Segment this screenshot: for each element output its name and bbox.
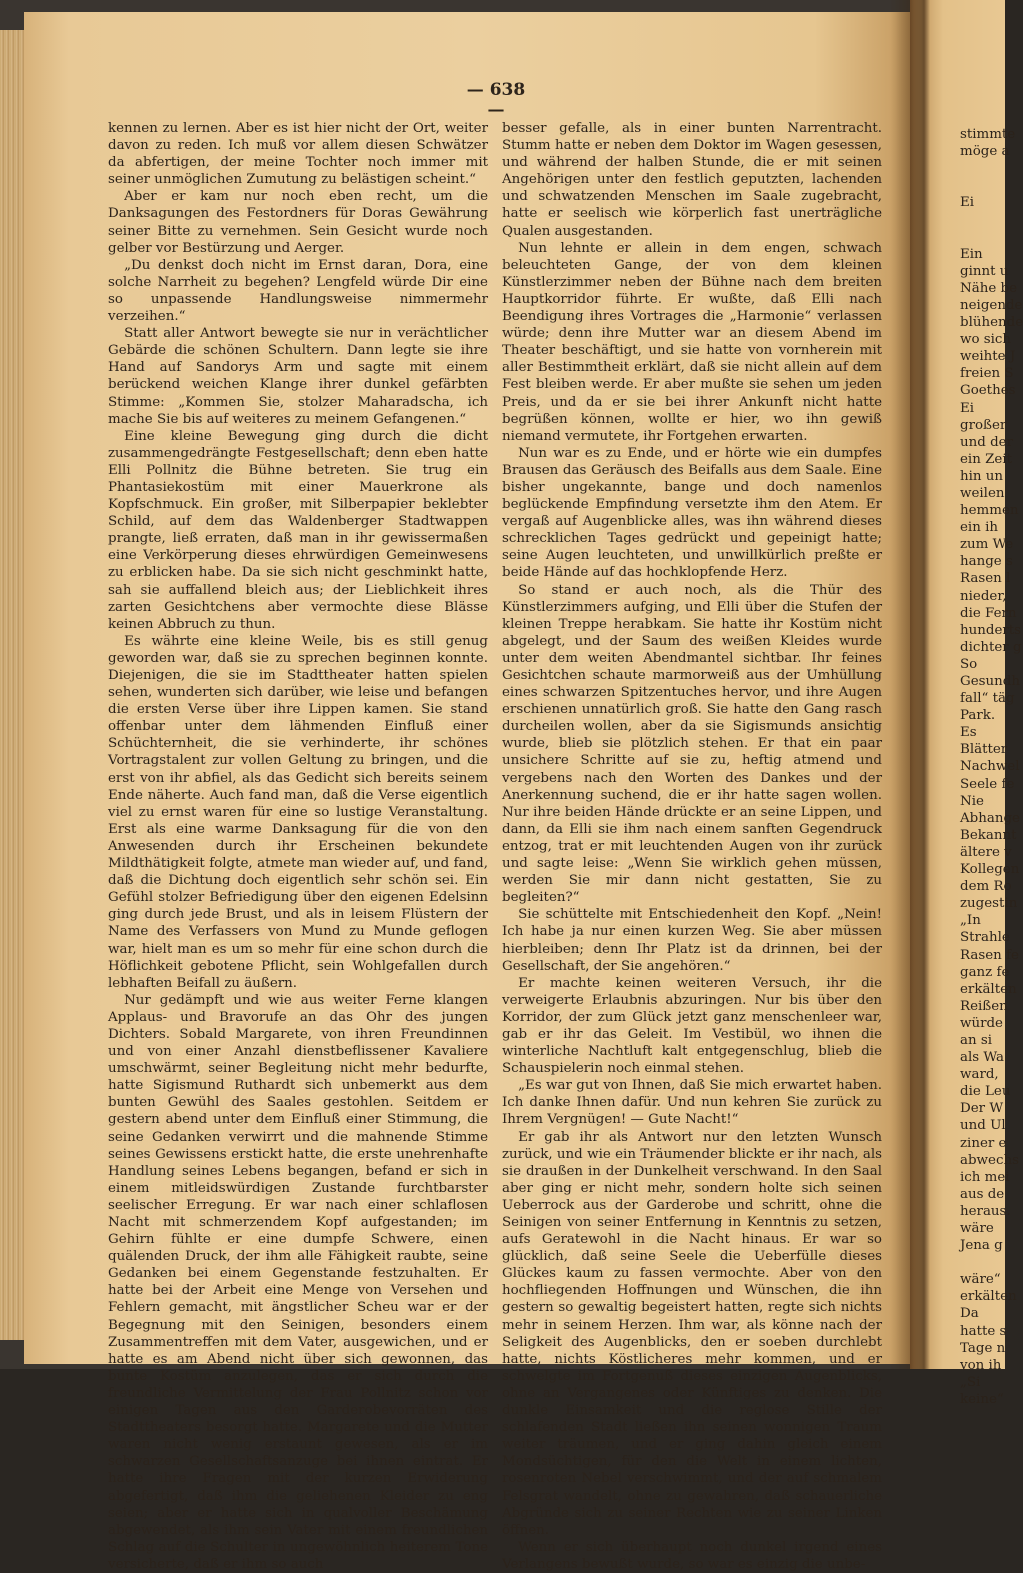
fragment-line: zum We [960, 537, 1014, 553]
fragment-line: „In [960, 913, 981, 929]
paragraph: Statt aller Antwort bewegte sie nur in verächtlicher Gebärde die schönen Schultern. Dann legte sie ihre Hand auf Sandorys Arm und sagte mit einem berückend weichen Klange ihrer dunkel gefärbten Stimme: „Kommen Sie, stolzer Maharadscha, ich mache Sie bis auf weiteres zu meinem Gefangenen.“ [108, 326, 488, 427]
paragraph: Eine kleine Bewegung ging durch die dicht zusammengedrängte Festgesellschaft; denn eben hatte Elli Pollnitz die Bühne betreten. Sie trug ein Phantasiekostüm mit einer Mauerkrone als Kopfschmuck. Ein großer, mit Silberpapier beklebter Schild, auf dem das Waldenberger Stadtwappen prangte, ließ erraten, daß man in ihr gewissermaßen eine Verkörperung dieses ehrwürdigen Gemeinwesens zu erblicken habe. Da sie sich nicht geschminkt hatte, sah sie auffallend bleich aus; der Lieblichkeit ihres zarten Gesichtchens aber vermochte diese Blässe keinen Abbruch zu thun. [108, 428, 488, 632]
fragment-line: Jena g [960, 1238, 1003, 1254]
fragment-line: ganz fe [960, 964, 1010, 980]
fragment-line [960, 229, 1005, 246]
fragment-line: keine“ [960, 1391, 1004, 1407]
fragment-line: Ei [960, 400, 975, 416]
paragraph: besser gefalle, als in einer bunten Narrentracht. Stumm hatte er neben dem Doktor im Wagen gesessen, und während der halben Stunde, die er mit seinen Angehörigen unter den festlich geputzten, lachenden und schwatzenden Menschen im Saale zugebracht, hatte er seelisch wie körperlich fast unerträgliche Qualen ausgestanden. [502, 121, 882, 239]
fragment-line: erkälten [960, 1289, 1017, 1305]
fragment-line: Nachwel [960, 759, 1020, 775]
fragment-line: Nähe be [960, 280, 1018, 296]
paragraph: Es währte eine kleine Weile, bis es still genug geworden war, daß sie zu sprechen beginnen konnte. Diejenigen, die sie im Stadttheater hatten spielen sehen, wunderten sich darüber, wie leise und befangen die ersten Verse über ihre Lippen kamen. Sie stand offenbar unter dem lähmenden Einfluß einer Schüchternheit, die sie verhinderte, ihr schönes Vortragstalent zur vollen Geltung zu bringen, und die erst von ihr abfiel, als das Gedicht sich bereits seinem Ende näherte. Auch fand man, daß die Verse eigentlich viel zu ernst waren für eine so lustige Veranstaltung. Erst als eine warme Danksagung für die von den Anwesenden durch ihr Erscheinen bekundete Mildthätigkeit folgte, atmete man wieder auf, und fand, daß die Dichtung doch eigentlich sehr schön sei. Ein Gefühl stolzer Befriedigung über den eigenen Edelsinn ging durch jede Brust, und als in leisem Flüstern der Name des Verfassers von Mund zu Munde geflogen war, hielt man es um so mehr für eine schon durch die Höflichkeit gebotene Pflicht, sein Wohlgefallen durch lebhaften Beifall zu äußern. [108, 633, 488, 991]
fragment-line: Bekannt [960, 827, 1017, 843]
fragment-line [960, 1254, 1005, 1271]
fragment-line: Tage n [960, 1340, 1006, 1356]
fragment-line: Ein [960, 246, 983, 262]
fragment-line: So [960, 656, 978, 672]
right-text-column [502, 120, 882, 1572]
fragment-line: ward, [960, 1067, 999, 1083]
fragment-line: stimmte [960, 127, 1016, 142]
right-page-text-fragments [960, 126, 1023, 1407]
fragment-line: die Leu [960, 1084, 1011, 1100]
fragment-line: ältere v [960, 844, 1012, 860]
paragraph: So stand er auch noch, als die Thür des Künstlerzimmers aufging, und Elli über die Stufen der kleinen Treppe herabkam. Sie hatte ihr Kostüm nicht abgelegt, und der Saum des weißen Kleides wurde unter dem weiten Abendmantel sichtbar. Ihr feines Gesichtchen schaute marmorweiß aus der Umhüllung eines schwarzen Spitzentuches hervor, und ihre Augen erschienen unnatürlich groß. Sie hatte den Gang rasch durcheilen wollen, aber da sie Sigismunds ansichtig wurde, blieb sie plötzlich stehen. Er that ein paar unsichere Schritte auf sie zu, heftig atmend und vergebens nach den Worten des Dankes und der Anerkennung suchend, die er ihr hatte sagen wollen. Nur ihre beiden Hände drückte er an seine Lippen, und dann, da Elli sie ihm nach einem sanften Gegendruck entzog, trat er mit leuchtenden Augen von ihr zurück und sagte leise: „Wenn Sie wirklich gehen müssen, werden Sie mir dann nicht gestatten, Sie zu begleiten?“ [502, 582, 882, 906]
paragraph: „Es war gut von Ihnen, daß Sie mich erwartet haben. Ich danke Ihnen dafür. Und nun kehren Sie zurück zu Ihrem Vergnügen! — Gute Nacht!“ [502, 1078, 882, 1128]
fragment-line [960, 160, 1005, 177]
fragment-line: zugestin [960, 896, 1018, 912]
fragment-line: wäre [960, 1221, 994, 1236]
fragment-line: aus de [960, 1186, 1005, 1202]
fragment-line: großer [960, 417, 1007, 433]
fragment-line: ich mei [960, 1169, 1010, 1185]
fragment-line: Kollegen [960, 862, 1020, 878]
fragment-line: würde [960, 1015, 1003, 1031]
page-number: — 638 — [466, 80, 526, 120]
fragment-line: hemmen [960, 503, 1019, 519]
fragment-line: Da [960, 1306, 979, 1322]
paragraph: Nun war es zu Ende, und er hörte wie ein dumpfes Brausen das Geräusch des Beifalls aus dem Saale. Eine bisher ungekannte, bange und doch namenlos beglückende Empfindung versetzte ihm den Atem. Er vergaß auf Augenblicke alles, was ihn während dieses schrecklichen Tages gedrückt und gepeinigt hatte; seine Augen leuchteten, und unwillkürlich preßte er beide Hände auf das hochklopfende Herz. [502, 445, 882, 581]
fragment-line: Reißen [960, 998, 1008, 1014]
fragment-line: wo sich [960, 332, 1012, 348]
fragment-line: möge a [960, 144, 1010, 160]
fragment-line: wäre“ [960, 1272, 1001, 1288]
fragment-line: nieder, [960, 588, 1007, 604]
fragment-line: neigende [960, 297, 1023, 313]
fragment-line: als Wa [960, 1050, 1004, 1066]
fragment-line: die Fern [960, 605, 1017, 621]
fragment-line: Rasen l [960, 571, 1011, 587]
fragment-line: Abhange [960, 810, 1020, 826]
fragment-line: Es [960, 725, 977, 741]
paragraph: „Du denkst doch nicht im Ernst daran, Dora, eine solche Narrheit zu begehen? Lengfeld würde Dir eine so unpassende Handlungsweise nimmermehr verzeihen.“ [108, 257, 488, 325]
fragment-line: fall“ täg [960, 691, 1015, 707]
fragment-line: Rasen fe [960, 947, 1019, 963]
fragment-line: Strahle [960, 930, 1010, 946]
paragraph: Er gab ihr als Antwort nur den letzten Wunsch zurück, und wie ein Träumender blickte er ihr nach, als sie draußen in der Dunkelheit verschwand. In den Saal aber ging er nicht mehr, sondern holte sich seinen Ueberrock aus der Garderobe und schritt, ohne die Seinigen von seiner Entfernung in Kenntnis zu setzen, aufs Geratewohl in die Nacht hinaus. Er war so glücklich, daß seine Seele die Ueberfülle dieses Glückes kaum zu fassen vermochte. Aber von den hochfliegenden Hoffnungen und Wünschen, die ihn gestern so gewaltig begeistert hatten, regte sich nichts mehr in seinem Herzen. Ihm war, als könne nach der Seligkeit des Augenblicks, den er soeben durchlebt hatte, nichts Köstlicheres mehr kommen, und er schwelgte im Fortgenuß dieses einzigen Augenblicks, ohne an Vergangenes oder Künftiges zu denken. Die dunkle Einsamkeit und die reglose Stille der schlafenden Stadt ließen ihn seinen wonnigen Traum weiter träumen, und er ging dahin gleich einem Mondsüchtigen, für den die Welt in einem lichten, rosenroten Nebel verschwimmt, und der auf schmalem Felsgrat wandelt, ohne zu gewahren, daß schauerliche Abgründe sich zu seiner Rechten wie zu seiner Linken öffnen. [502, 1129, 882, 1538]
fragment-line: Ei [960, 195, 975, 211]
fragment-line: hatte s [960, 1323, 1007, 1339]
fragment-line: erkälten [960, 981, 1017, 997]
fragment-line: und Ul [960, 1118, 1006, 1134]
fragment-line: Park. [960, 708, 996, 724]
left-text-column [108, 120, 488, 1572]
fragment-line: hunderts [960, 622, 1022, 638]
fragment-line: Der W [960, 1101, 1004, 1117]
paragraph: Nun lehnte er allein in dem engen, schwach beleuchteten Gange, der von dem kleinen Künstlerzimmer neben der Bühne nach dem breiten Hauptkorridor führte. Er wußte, daß Elli nach Beendigung ihres Vortrages die „Harmonie“ verlassen würde; denn ihre Mutter war an diesem Abend im Theater beschäftigt, und sie hatte von vornherein mit aller Bestimmtheit erklärt, daß sie nicht allein auf dem Fest bleiben werde. Er aber mußte sie sehen um jeden Preis, und da er sie bei ihrer Ankunft nicht hatte begrüßen können, wollte er hier, wo ihn gewiß niemand vermutete, ihr Fortgehen erwarten. [502, 240, 882, 444]
fragment-line: dem Ro [960, 879, 1012, 895]
fragment-line: ein ih [960, 520, 998, 536]
paragraph: Nur gedämpft und wie aus weiter Ferne klangen Applaus- und Bravorufe an das Ohr des jungen Dichters. Sobald Margarete, von ihren Freundinnen und von einer Anzahl dienstbeflissener Kavaliere umschwärmt, seiner Begleitung nicht mehr bedurfte, hatte Sigismund Ruthardt sich unbemerkt aus dem bunten Gewühl des Saales gestohlen. Seitdem er gestern abend unter dem Einfluß einer Stimmung, die seine Gedanken verwirrt und die mahnende Stimme seines Gewissens erstickt hatte, die erste unehrenhafte Handlung seines Lebens begangen, befand er sich in einem mitleidswürdigen Zustande furchtbarster seelischer Erregung. Er war nach einer schlaflosen Nacht mit schmerzendem Kopf aufgestanden; im Gehirn fühlte er eine dumpfe Schwere, einen quälenden Druck, der ihm alle Fähigkeit raubte, seine Gedanken bei einem Gegenstande festzuhalten. Er hatte bei der Arbeit eine Menge von Versehen und Fehlern gemacht, mit ängstlicher Scheu war er der Begegnung mit den Seinigen, besonders einem Zusammentreffen mit dem Vater, ausgewichen, und er hatte es am Abend nicht über sich gewonnen, das bunte Kostüm anzulegen, das er sich durch die freundliche Vermittelung der Frau Pollnitz schon vor einigen Tagen aus den Garderobevorräten des Stadttheaters besorgt hatte. Margarete und die Mutter waren nicht wenig erstaunt gewesen, als er im schwarzen Gesellschaftsanzuge bei ihnen eintrat. Er hatte ihre Fragen mit der kurzen Erwiderung abgefertigt, daß ihm die geliehenen Kleider zu eng seien; aber er hatte sich in qualvoller Beschämung abgewendet, als ihm sein Vater mit einem freundlichen Schlag auf die Schulter in ungewöhnlich heiterem Tone versicherte, daß er ihm so auch [108, 992, 488, 1572]
fragment-line: Gesundh [960, 674, 1020, 689]
fragment-line: weilen [960, 485, 1005, 501]
paragraph: Wenn er sich überhaupt noch dunkel irgend eines Verlangens bewußt wurde, so war es einzig die unbe- [502, 1539, 882, 1572]
fragment-line: Nie [960, 793, 984, 809]
fragment-line: ziner e [960, 1135, 1007, 1151]
fragment-line: an si [960, 1032, 993, 1048]
fragment-line: blühende [960, 315, 1023, 331]
fragment-line: weihte J [960, 349, 1016, 365]
fragment-line: heraus. [960, 1203, 1011, 1219]
fragment-line [960, 177, 1005, 194]
fragment-line: abwechs [960, 1152, 1019, 1168]
fragment-line [960, 211, 1005, 228]
fragment-line: Goethes [960, 383, 1016, 399]
fragment-line: und der [960, 434, 1013, 450]
fragment-line: hin un [960, 468, 1004, 484]
fragment-line: Seele fe [960, 776, 1015, 792]
fragment-line: freien S [960, 366, 1014, 382]
fragment-line: Blätter [960, 742, 1008, 758]
fragment-line: dichter g [960, 639, 1022, 655]
fragment-line: „Si [960, 1374, 981, 1390]
fragment-line: ein Zeit [960, 451, 1012, 467]
paragraph: Aber er kam nur noch eben recht, um die Danksagungen des Festordners für Doras Gewährung seiner Bitte zu vernehmen. Sein Gesicht wurde noch gelber vor Bestürzung und Aerger. [108, 189, 488, 256]
paragraph: Sie schüttelte mit Entschiedenheit den Kopf. „Nein! Ich habe ja nur einen kurzen Weg. Sie aber müssen hierbleiben; denn Ihr Platz ist da drinnen, bei der Gesellschaft, der Sie angehören.“ [502, 907, 882, 974]
fragment-line: ginnt u [960, 263, 1009, 279]
fragment-line: hange s [960, 554, 1013, 570]
gutter-shadow [890, 0, 930, 1369]
paragraph: Er machte keinen weiteren Versuch, ihr die verweigerte Erlaubnis abzuringen. Nur bis über den Korridor, der zum Glück jetzt ganz menschenleer war, gab er ihr das Geleit. Im Vestibül, wo ihnen die winterliche Nachtluft kalt entgegenschlug, blieb die Schauspielerin noch einmal stehen. [502, 975, 882, 1077]
paragraph: kennen zu lernen. Aber es ist hier nicht der Ort, weiter davon zu reden. Ich muß vor allem diesen Schwätzer da abfertigen, der meine Tochter noch immer mit seiner unmöglichen Zumutung zu belästigen scheint.“ [108, 121, 488, 188]
fragment-line: von ih [960, 1357, 1002, 1373]
